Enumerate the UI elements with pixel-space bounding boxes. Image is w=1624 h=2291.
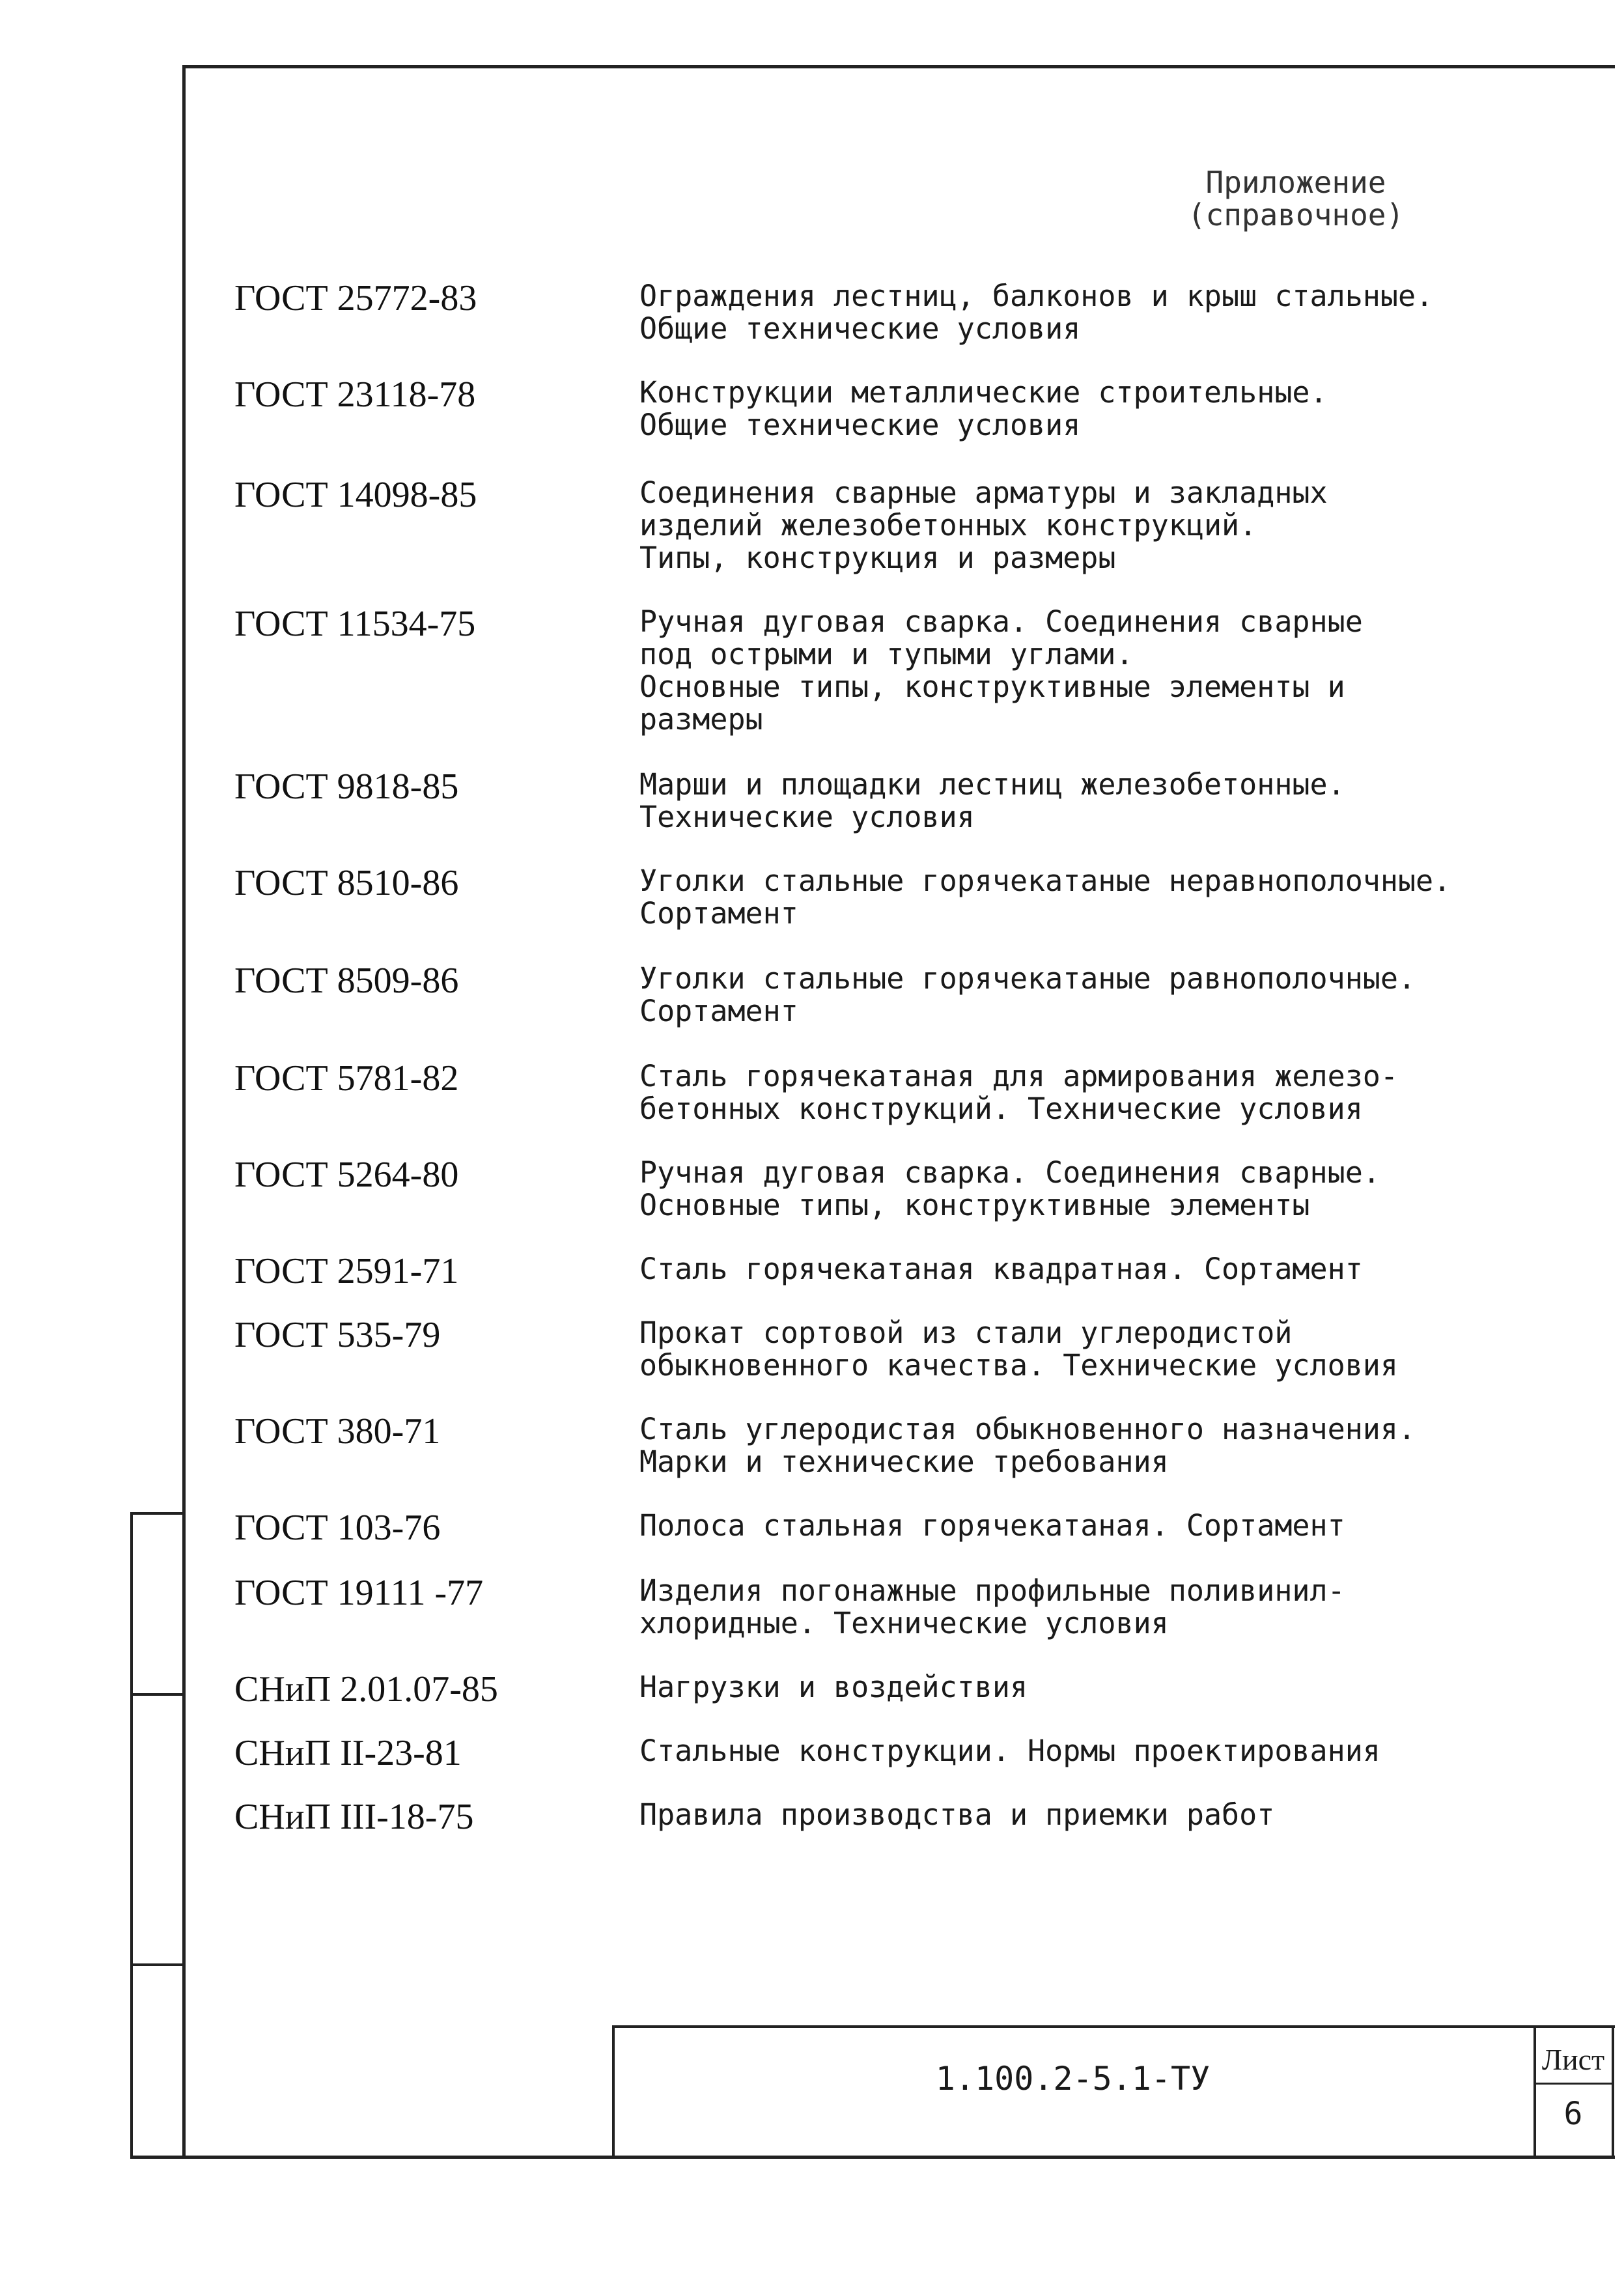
standard-code: ГОСТ 8510-86 [234,863,459,903]
standard-title [639,1413,1416,1478]
standard-title-line: Сортамент [639,896,798,931]
frame-top-border [182,65,1615,68]
standard-title-line: Конструкции металлические строительные. [639,375,1328,410]
frame-right-border [1612,2025,1614,2159]
standard-title [639,1671,1028,1704]
standard-code: ГОСТ 2591-71 [234,1251,459,1291]
standard-title-line: Технические условия [639,800,975,834]
standard-title-line: изделий железобетонных конструкций. [639,508,1257,542]
standard-title [639,1799,1274,1831]
standard-title-line: Изделия погонажные профильные поливинил- [639,1573,1345,1608]
margin-strip-divider [130,1963,186,1966]
standard-title-line: Стальные конструкции. Нормы проектирования [639,1734,1380,1768]
standard-code: ГОСТ 11534-75 [234,604,476,644]
standard-code: ГОСТ 14098-85 [234,475,477,515]
standard-title [639,1575,1345,1640]
standard-code: ГОСТ 535-79 [234,1315,441,1355]
standard-title-line: Сталь горячекатаная для армирования железо- [639,1059,1398,1093]
sheet-label: Лист [1541,2043,1605,2076]
standard-title-line: Основные типы, конструктивные элементы [639,1188,1310,1222]
standard-title [639,1157,1380,1222]
standard-title-line: под острыми и тупыми углами. [639,637,1134,671]
standard-title-line: Ручная дуговая сварка. Соединения сварные [639,604,1363,639]
standard-title-line: Типы, конструкция и размеры [639,541,1116,575]
stamp-top-line [612,2025,1615,2028]
margin-strip-divider [130,1693,186,1696]
standard-title [639,477,1328,574]
stamp-sheet-hline [1533,2083,1614,2085]
standard-title-line: Соединения сварные арматуры и закладных [639,475,1328,510]
standard-title-line: Основные типы, конструктивные элементы и [639,669,1345,704]
standard-code: ГОСТ 9818-85 [234,766,459,807]
standard-title-line: Общие технические условия [639,408,1081,442]
standard-title-line: Уголки стальные горячекатаные равнополочные. [639,961,1416,996]
sheet-number: 6 [1563,2096,1583,2132]
stamp-left-line [612,2025,615,2159]
standard-title-line: Сталь углеродистая обыкновенного назначения. [639,1412,1416,1446]
standard-title-line: Марки и технические требования [639,1444,1169,1479]
standard-title-line: Нагрузки и воздействия [639,1670,1028,1704]
standard-title [639,280,1433,345]
standard-title-line: Прокат сортовой из стали углеродистой [639,1315,1293,1350]
standard-title-line: Сталь горячекатаная квадратная. Сортамент [639,1252,1363,1286]
standard-title [639,376,1328,442]
standard-code: ГОСТ 25772-83 [234,278,477,318]
standard-code: ГОСТ 23118-78 [234,374,476,415]
standard-title [639,1510,1345,1542]
standard-title-line: Сортамент [639,994,798,1028]
standard-title [639,1060,1398,1125]
standard-title [639,963,1416,1028]
annex-title: Приложение [1205,165,1386,200]
standard-title-line: бетонных конструкций. Технические условия [639,1091,1363,1126]
margin-strip-divider [130,1512,186,1515]
standard-code: ГОСТ 103-76 [234,1508,441,1548]
standard-code: СНиП III-18-75 [234,1797,474,1837]
standard-title-line: Общие технические условия [639,311,1081,346]
standard-title [639,1735,1380,1767]
standard-title [639,865,1451,930]
document-code: 1.100.2-5.1-ТУ [935,2060,1211,2098]
standard-title-line: Уголки стальные горячекатаные неравнополочные. [639,864,1451,898]
standard-title [639,1253,1363,1286]
standard-title-line: Правила производства и приемки работ [639,1797,1275,1832]
standard-title-line: хлоридные. Технические условия [639,1606,1169,1640]
standard-title [639,1317,1398,1382]
margin-strip-outer-line [130,1512,133,2159]
standard-code: ГОСТ 380-71 [234,1411,441,1452]
standard-title [639,768,1345,834]
standard-title-line: обыкновенного качества. Технические условия [639,1348,1398,1383]
annex-heading [1133,166,1459,231]
standard-title-line: размеры [639,702,763,737]
standard-title-line: Полоса стальная горячекатаная. Сортамент [639,1508,1345,1543]
standard-code: ГОСТ 5264-80 [234,1155,459,1195]
standard-code: СНиП 2.01.07-85 [234,1669,498,1709]
standard-title-line: Ограждения лестниц, балконов и крыш стальные. [639,279,1434,313]
standard-title-line: Марши и площадки лестниц железобетонные. [639,767,1345,802]
standard-title [639,606,1363,736]
standard-code: ГОСТ 5781-82 [234,1058,459,1099]
standard-code: ГОСТ 19111 -77 [234,1573,484,1613]
annex-subtitle: (справочное) [1187,197,1405,232]
standard-code: ГОСТ 8509-86 [234,961,459,1001]
frame-bottom-border [130,2156,1615,2159]
standard-code: СНиП II-23-81 [234,1733,462,1773]
standard-title-line: Ручная дуговая сварка. Соединения сварные. [639,1155,1380,1190]
frame-left-border [182,65,186,2159]
